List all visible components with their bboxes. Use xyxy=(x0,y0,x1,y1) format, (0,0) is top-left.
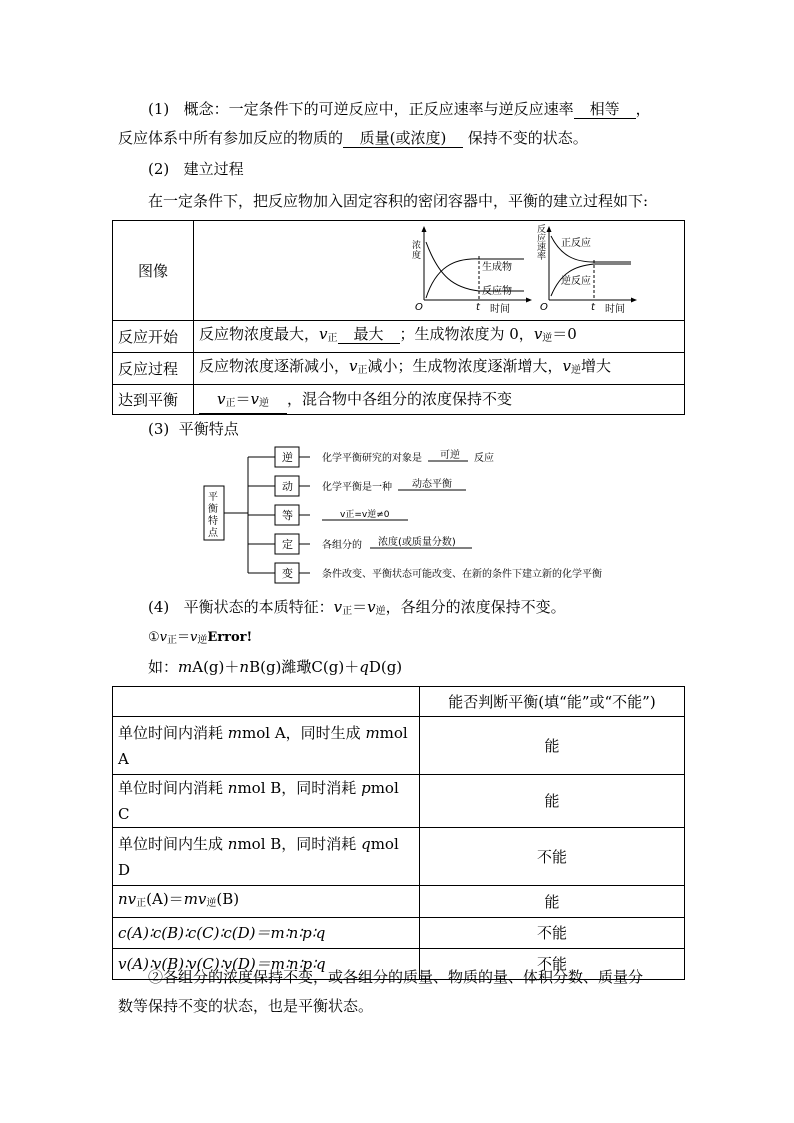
cell-text: A xyxy=(118,749,129,768)
answer-cell: 能 xyxy=(420,886,685,918)
v-subscript: 正 xyxy=(327,333,338,344)
concentration-graph xyxy=(412,226,532,315)
branch-text: 化学平衡研究的对象是 xyxy=(322,453,422,464)
example-prefix: 如： xyxy=(148,658,179,676)
para-4-number: (4) xyxy=(148,598,170,616)
x-label: 时间 xyxy=(490,303,510,315)
table-header-row xyxy=(113,687,685,717)
closing-line-2: 数等保持不变的状态，也是平衡状态。 xyxy=(118,997,374,1015)
judgment-table xyxy=(112,686,685,980)
table-row xyxy=(113,886,685,918)
v-subscript: 正 xyxy=(225,397,236,409)
coef: m xyxy=(365,723,380,742)
species: C(g)＋ xyxy=(311,658,360,676)
table-row xyxy=(113,353,685,385)
condition-cell xyxy=(113,717,420,775)
v-subscript: 逆 xyxy=(542,333,553,344)
key-label: 定 xyxy=(282,538,293,551)
para-4-text: 平衡状态的本质特征： xyxy=(183,598,334,616)
answer-blank: 质量(或浓度) xyxy=(343,129,463,148)
process-table xyxy=(112,220,685,415)
cell-text: mol xyxy=(379,723,408,742)
answer-blank: 相等 xyxy=(574,100,636,119)
cell-text: ＝0 xyxy=(552,325,577,343)
condition-cell: c(A)∶c(B)∶c(C)∶c(D)＝m∶n∶p∶q xyxy=(113,918,420,949)
branch-text: 条件改变、平衡状态可能改变、在新的条件下建立新的化学平衡 xyxy=(322,569,602,580)
para-4-text-2: ，各组分的浓度保持不变。 xyxy=(385,598,566,616)
v-symbol: v xyxy=(190,630,198,645)
x-arrow xyxy=(526,297,532,302)
coef: q xyxy=(361,834,371,853)
row-label: 图像 xyxy=(113,221,194,321)
coef: m xyxy=(178,658,193,676)
para-1-text-2: 反应体系中所有参加反应的物质的 xyxy=(118,129,344,147)
x-label: 时间 xyxy=(605,303,625,315)
x-arrow xyxy=(631,297,637,302)
v-subscript: 正 xyxy=(357,365,368,376)
cell-text: 反应物浓度最大， xyxy=(199,325,320,343)
cell-text: 单位时间内消耗 xyxy=(118,779,228,797)
answer-cell: 不能 xyxy=(420,949,685,980)
answer-blank: 动态平衡 xyxy=(412,479,452,490)
closing-line-1: ②各组分的浓度保持不变，或各组分的质量、物质的量、体积分数、质量分 xyxy=(148,968,644,986)
v-subscript: 逆 xyxy=(258,397,269,409)
product-label: 生成物 xyxy=(482,261,512,273)
origin-label: O xyxy=(415,301,423,313)
t-label: t xyxy=(476,301,480,313)
table-row xyxy=(113,221,685,321)
forward-label: 正反应 xyxy=(561,237,591,249)
para-1-text: 一定条件下的可逆反应中，正反应速率与逆反应速率 xyxy=(228,100,574,118)
row-label: 达到平衡 xyxy=(113,385,194,415)
cell-text: 单位时间内生成 xyxy=(118,834,228,853)
reverse-label: 逆反应 xyxy=(561,275,591,287)
species: A(g)＋ xyxy=(192,658,240,676)
para-1-comma: ， xyxy=(635,100,651,118)
v-symbol: v xyxy=(533,325,543,343)
condition-cell xyxy=(113,775,420,828)
para-1-label: 概念： xyxy=(183,100,229,118)
coef: n xyxy=(227,779,238,797)
column-header: 能否判断平衡(填“能”或“不能”) xyxy=(420,687,685,717)
branch-row xyxy=(248,505,408,525)
expr: nv xyxy=(118,890,137,908)
v-symbol: v xyxy=(159,630,168,645)
answer-blank: 最大 xyxy=(338,325,400,344)
table-row xyxy=(113,385,685,415)
condition-cell: v(A)∶v(B)∶v(C)∶v(D)＝m∶n∶p∶q xyxy=(113,949,420,980)
branch-text: 化学平衡是一种 xyxy=(322,482,392,493)
answer-cell: 能 xyxy=(420,775,685,828)
row-label: 反应过程 xyxy=(113,353,194,385)
cell-text: ，混合物中各组分的浓度保持不变 xyxy=(287,389,513,408)
v-symbol: v xyxy=(367,598,376,616)
example-equation xyxy=(148,656,402,677)
equals-sign: ＝ xyxy=(177,630,191,645)
para-2-heading xyxy=(148,158,244,179)
answer-blank: 可逆 xyxy=(440,450,460,461)
rate-graph xyxy=(537,223,637,315)
equilibrium-features-diagram xyxy=(200,442,640,586)
empty-header xyxy=(113,687,420,717)
y-label: 浓度 xyxy=(412,240,422,261)
answer-cell: 不能 xyxy=(420,918,685,949)
v-symbol: v xyxy=(562,357,571,375)
row-content xyxy=(194,321,685,353)
v-symbol: v xyxy=(333,598,343,616)
y-label: 反应速率 xyxy=(537,224,547,262)
branch-row xyxy=(248,534,472,554)
key-label: 逆 xyxy=(282,451,293,464)
key-label: 变 xyxy=(282,567,293,580)
reactant-label: 反应物 xyxy=(482,285,512,297)
para-3-number: (3) xyxy=(148,420,170,438)
branch-text: 各组分的 xyxy=(322,540,362,551)
row-content xyxy=(194,353,685,385)
cell-text: mol C xyxy=(118,779,399,823)
coef: n xyxy=(239,658,250,676)
v-symbol: v xyxy=(349,357,358,375)
y-arrow xyxy=(422,226,427,232)
cell-text: ；生成物浓度为 0， xyxy=(399,325,534,343)
cell-text: 单位时间内消耗 xyxy=(118,723,228,742)
cell-text: 减小；生成物浓度逐渐增大， xyxy=(367,357,563,375)
table-row xyxy=(113,717,685,775)
v-subscript: 逆 xyxy=(197,635,208,646)
root-label: 平 衡 特 点 xyxy=(208,492,218,539)
cell-text: mol B，同时消耗 xyxy=(237,779,362,797)
table-row xyxy=(113,918,685,949)
coef: m xyxy=(227,723,243,742)
error-text: Error! xyxy=(207,630,253,645)
cell-text: (B) xyxy=(216,890,240,908)
para-1-text-3: 保持不变的状态。 xyxy=(467,129,588,147)
para-1-number: (1) xyxy=(148,100,170,118)
v-subscript: 逆 xyxy=(206,898,217,909)
cell-text: mol A，同时生成 xyxy=(242,723,366,742)
table-row xyxy=(113,321,685,353)
branch-text: 反应 xyxy=(474,453,494,464)
key-label: 动 xyxy=(282,480,293,493)
v-subscript: 正 xyxy=(136,898,147,909)
cell-text: 反应物浓度逐渐减小， xyxy=(199,357,350,375)
v-subscript: 逆 xyxy=(375,606,386,617)
answer-blank: 浓度(或质量分数) xyxy=(378,537,456,548)
graphs-cell xyxy=(194,221,685,321)
rate-concentration-graphs xyxy=(194,222,684,320)
v-symbol: v xyxy=(319,325,328,343)
para-2-intro: 在一定条件下，把反应物加入固定容积的密闭容器中，平衡的建立过程如下: xyxy=(148,192,649,210)
cell-text: D xyxy=(118,860,131,879)
circle-number: ① xyxy=(148,630,160,645)
cell-text: (A)＝ xyxy=(146,890,184,908)
coef: p xyxy=(361,779,371,797)
answer-cell: 不能 xyxy=(420,828,685,886)
t-label: t xyxy=(591,301,595,313)
para-3-label: 平衡特点 xyxy=(178,420,239,438)
v-symbol: v xyxy=(217,389,226,408)
para-4 xyxy=(148,596,566,617)
y-arrow xyxy=(547,226,552,232)
para-1-line-2 xyxy=(118,127,588,148)
species: D(g) xyxy=(368,658,403,676)
species: B(g) xyxy=(249,658,282,676)
table-row xyxy=(113,775,685,828)
cell-text: mol B，同时消耗 xyxy=(237,834,362,853)
expr: mv xyxy=(183,890,207,908)
para-1-line-1 xyxy=(148,98,651,119)
cell-text: mol xyxy=(370,834,399,853)
para-2-label: 建立过程 xyxy=(183,160,244,178)
condition-cell xyxy=(113,886,420,918)
v-symbol: v xyxy=(250,389,259,408)
v-subscript: 正 xyxy=(167,635,178,646)
table-row xyxy=(113,828,685,886)
error-line xyxy=(148,626,252,646)
answer-blank xyxy=(199,390,287,414)
branch-row xyxy=(248,563,602,583)
key-label: 等 xyxy=(282,509,293,522)
branch-row xyxy=(248,476,466,496)
cell-text: 增大 xyxy=(581,357,612,375)
para-3-heading xyxy=(148,418,239,439)
answer-blank: v正=v逆≠0 xyxy=(340,510,390,520)
answer-cell: 能 xyxy=(420,717,685,775)
coef: q xyxy=(359,658,369,676)
reversible-arrow-garbled: 濰璥 xyxy=(281,658,312,676)
v-subscript: 逆 xyxy=(571,365,581,376)
row-label: 反应开始 xyxy=(113,321,194,353)
condition-cell xyxy=(113,828,420,886)
coef: n xyxy=(227,834,238,853)
branch-row xyxy=(248,447,494,467)
origin-label: O xyxy=(540,301,548,313)
equals-sign: ＝ xyxy=(235,389,251,408)
para-2-number: (2) xyxy=(148,160,170,178)
equals-sign: ＝ xyxy=(352,598,368,616)
v-subscript: 正 xyxy=(342,606,353,617)
row-content xyxy=(194,385,685,415)
